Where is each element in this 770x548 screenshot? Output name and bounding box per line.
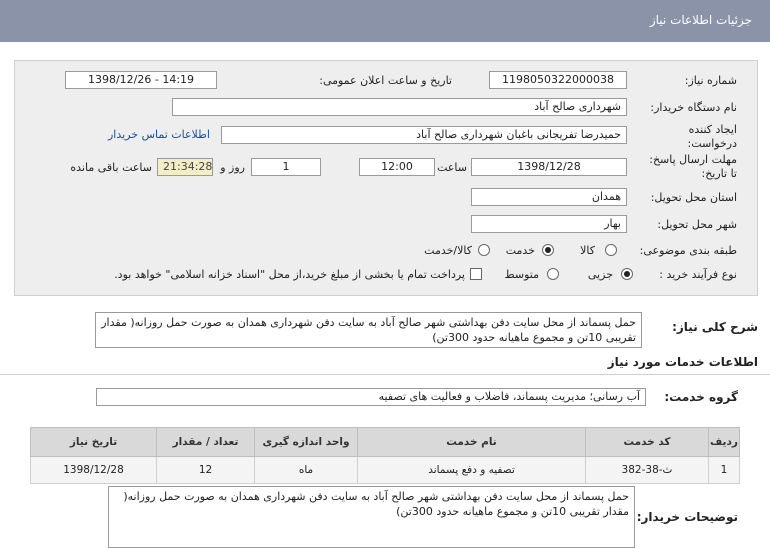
deadline-label-2: تا تاریخ: xyxy=(701,167,737,180)
deadline-date-field[interactable]: 1398/12/28 xyxy=(471,158,627,176)
deadline-label-1: مهلت ارسال پاسخ: xyxy=(649,153,737,166)
buyer-org-label: نام دستگاه خریدار: xyxy=(650,101,737,114)
cell-quantity: 12 xyxy=(157,457,255,484)
table-row[interactable] xyxy=(31,457,740,484)
services-section-title: اطلاعات خدمات مورد نیاز xyxy=(607,355,758,369)
cell-row-number: 1 xyxy=(709,457,740,484)
process-option-minor: جزیی xyxy=(587,268,613,281)
section-divider xyxy=(0,374,770,375)
col-header-service-code: کد خدمت xyxy=(586,428,709,457)
category-radio-goods-service[interactable] xyxy=(478,244,490,256)
announce-date-label: تاریخ و ساعت اعلان عمومی: xyxy=(319,74,452,87)
buyer-notes-label: توضیحات خریدار: xyxy=(636,510,738,524)
creator-label-2: درخواست: xyxy=(687,137,737,150)
description-field[interactable]: حمل پسماند از محل سایت دفن بهداشتی شهر صالح آباد به سایت دفن شهرداری همدان به صورت حمل روزانه( مقدار تقریبی 10تن و مجموع ماهیانه حدود 300تن) xyxy=(95,312,642,348)
table-header-row xyxy=(31,428,740,457)
days-label: روز و xyxy=(220,161,245,174)
buyer-contact-link[interactable]: اطلاعات تماس خریدار xyxy=(108,128,210,141)
province-label: استان محل تحویل: xyxy=(650,191,737,204)
page-title: جزئیات اطلاعات نیاز xyxy=(649,13,752,27)
col-header-row-number: ردیف xyxy=(709,428,740,457)
city-label: شهر محل تحویل: xyxy=(657,218,737,231)
col-header-unit: واحد اندازه گیری xyxy=(255,428,358,457)
days-field[interactable]: 1 xyxy=(251,158,321,176)
need-info-panel xyxy=(14,60,758,296)
col-header-quantity: تعداد / مقدار xyxy=(157,428,255,457)
remaining-time-field: 21:34:28 xyxy=(157,158,213,176)
process-option-medium: متوسط xyxy=(504,268,539,281)
city-field[interactable]: بهار xyxy=(471,215,627,233)
description-label: شرح کلی نیاز: xyxy=(672,320,758,334)
col-header-need-date: تاریخ نیاز xyxy=(31,428,157,457)
page-header xyxy=(0,0,770,42)
need-number-field[interactable]: 1198050322000038 xyxy=(489,71,627,89)
cell-service-name: تصفیه و دفع پسماند xyxy=(358,457,586,484)
category-option-goods-service: کالا/خدمت xyxy=(424,244,472,257)
process-radio-medium[interactable] xyxy=(547,268,559,280)
creator-field[interactable]: حمیدرضا تفریجانی باغبان شهرداری صالح آباد xyxy=(221,126,627,144)
time-label: ساعت xyxy=(437,161,467,174)
remaining-label: ساعت باقی مانده xyxy=(70,161,152,174)
services-table xyxy=(30,427,740,484)
province-field[interactable]: همدان xyxy=(471,188,627,206)
need-number-label: شماره نیاز: xyxy=(684,74,737,87)
buyer-notes-field[interactable]: حمل پسماند از محل سایت دفن بهداشتی شهر صالح آباد به سایت دفن شهرداری همدان به صورت حمل روزانه( مقدار تقریبی 10تن و مجموع ماهیانه حدود 300تن) xyxy=(108,486,635,548)
col-header-service-name: نام خدمت xyxy=(358,428,586,457)
buyer-org-field[interactable]: شهرداری صالح آباد xyxy=(172,98,627,116)
category-radio-goods[interactable] xyxy=(605,244,617,256)
service-group-label: گروه خدمت: xyxy=(664,390,738,404)
category-label: طبقه بندی موضوعی: xyxy=(639,244,737,257)
category-option-goods: کالا xyxy=(580,244,595,257)
cell-service-code: ث-38-382 xyxy=(586,457,709,484)
process-radio-minor[interactable] xyxy=(621,268,633,280)
treasury-payment-note: پرداخت تمام یا بخشی از مبلغ خرید،از محل "اسناد خزانه اسلامی" خواهد بود. xyxy=(114,268,465,281)
deadline-time-field[interactable]: 12:00 xyxy=(359,158,435,176)
cell-need-date: 1398/12/28 xyxy=(31,457,157,484)
creator-label-1: ایجاد کننده xyxy=(688,123,737,136)
service-group-field[interactable]: آب رسانی؛ مدیریت پسماند، فاضلاب و فعالیت های تصفیه xyxy=(96,388,646,406)
category-option-service: خدمت xyxy=(505,244,535,257)
announce-date-field[interactable]: 1398/12/26 - 14:19 xyxy=(65,71,217,89)
treasury-payment-checkbox[interactable] xyxy=(470,268,482,280)
process-label: نوع فرآیند خرید : xyxy=(659,268,737,281)
cell-unit: ماه xyxy=(255,457,358,484)
category-radio-service[interactable] xyxy=(542,244,554,256)
